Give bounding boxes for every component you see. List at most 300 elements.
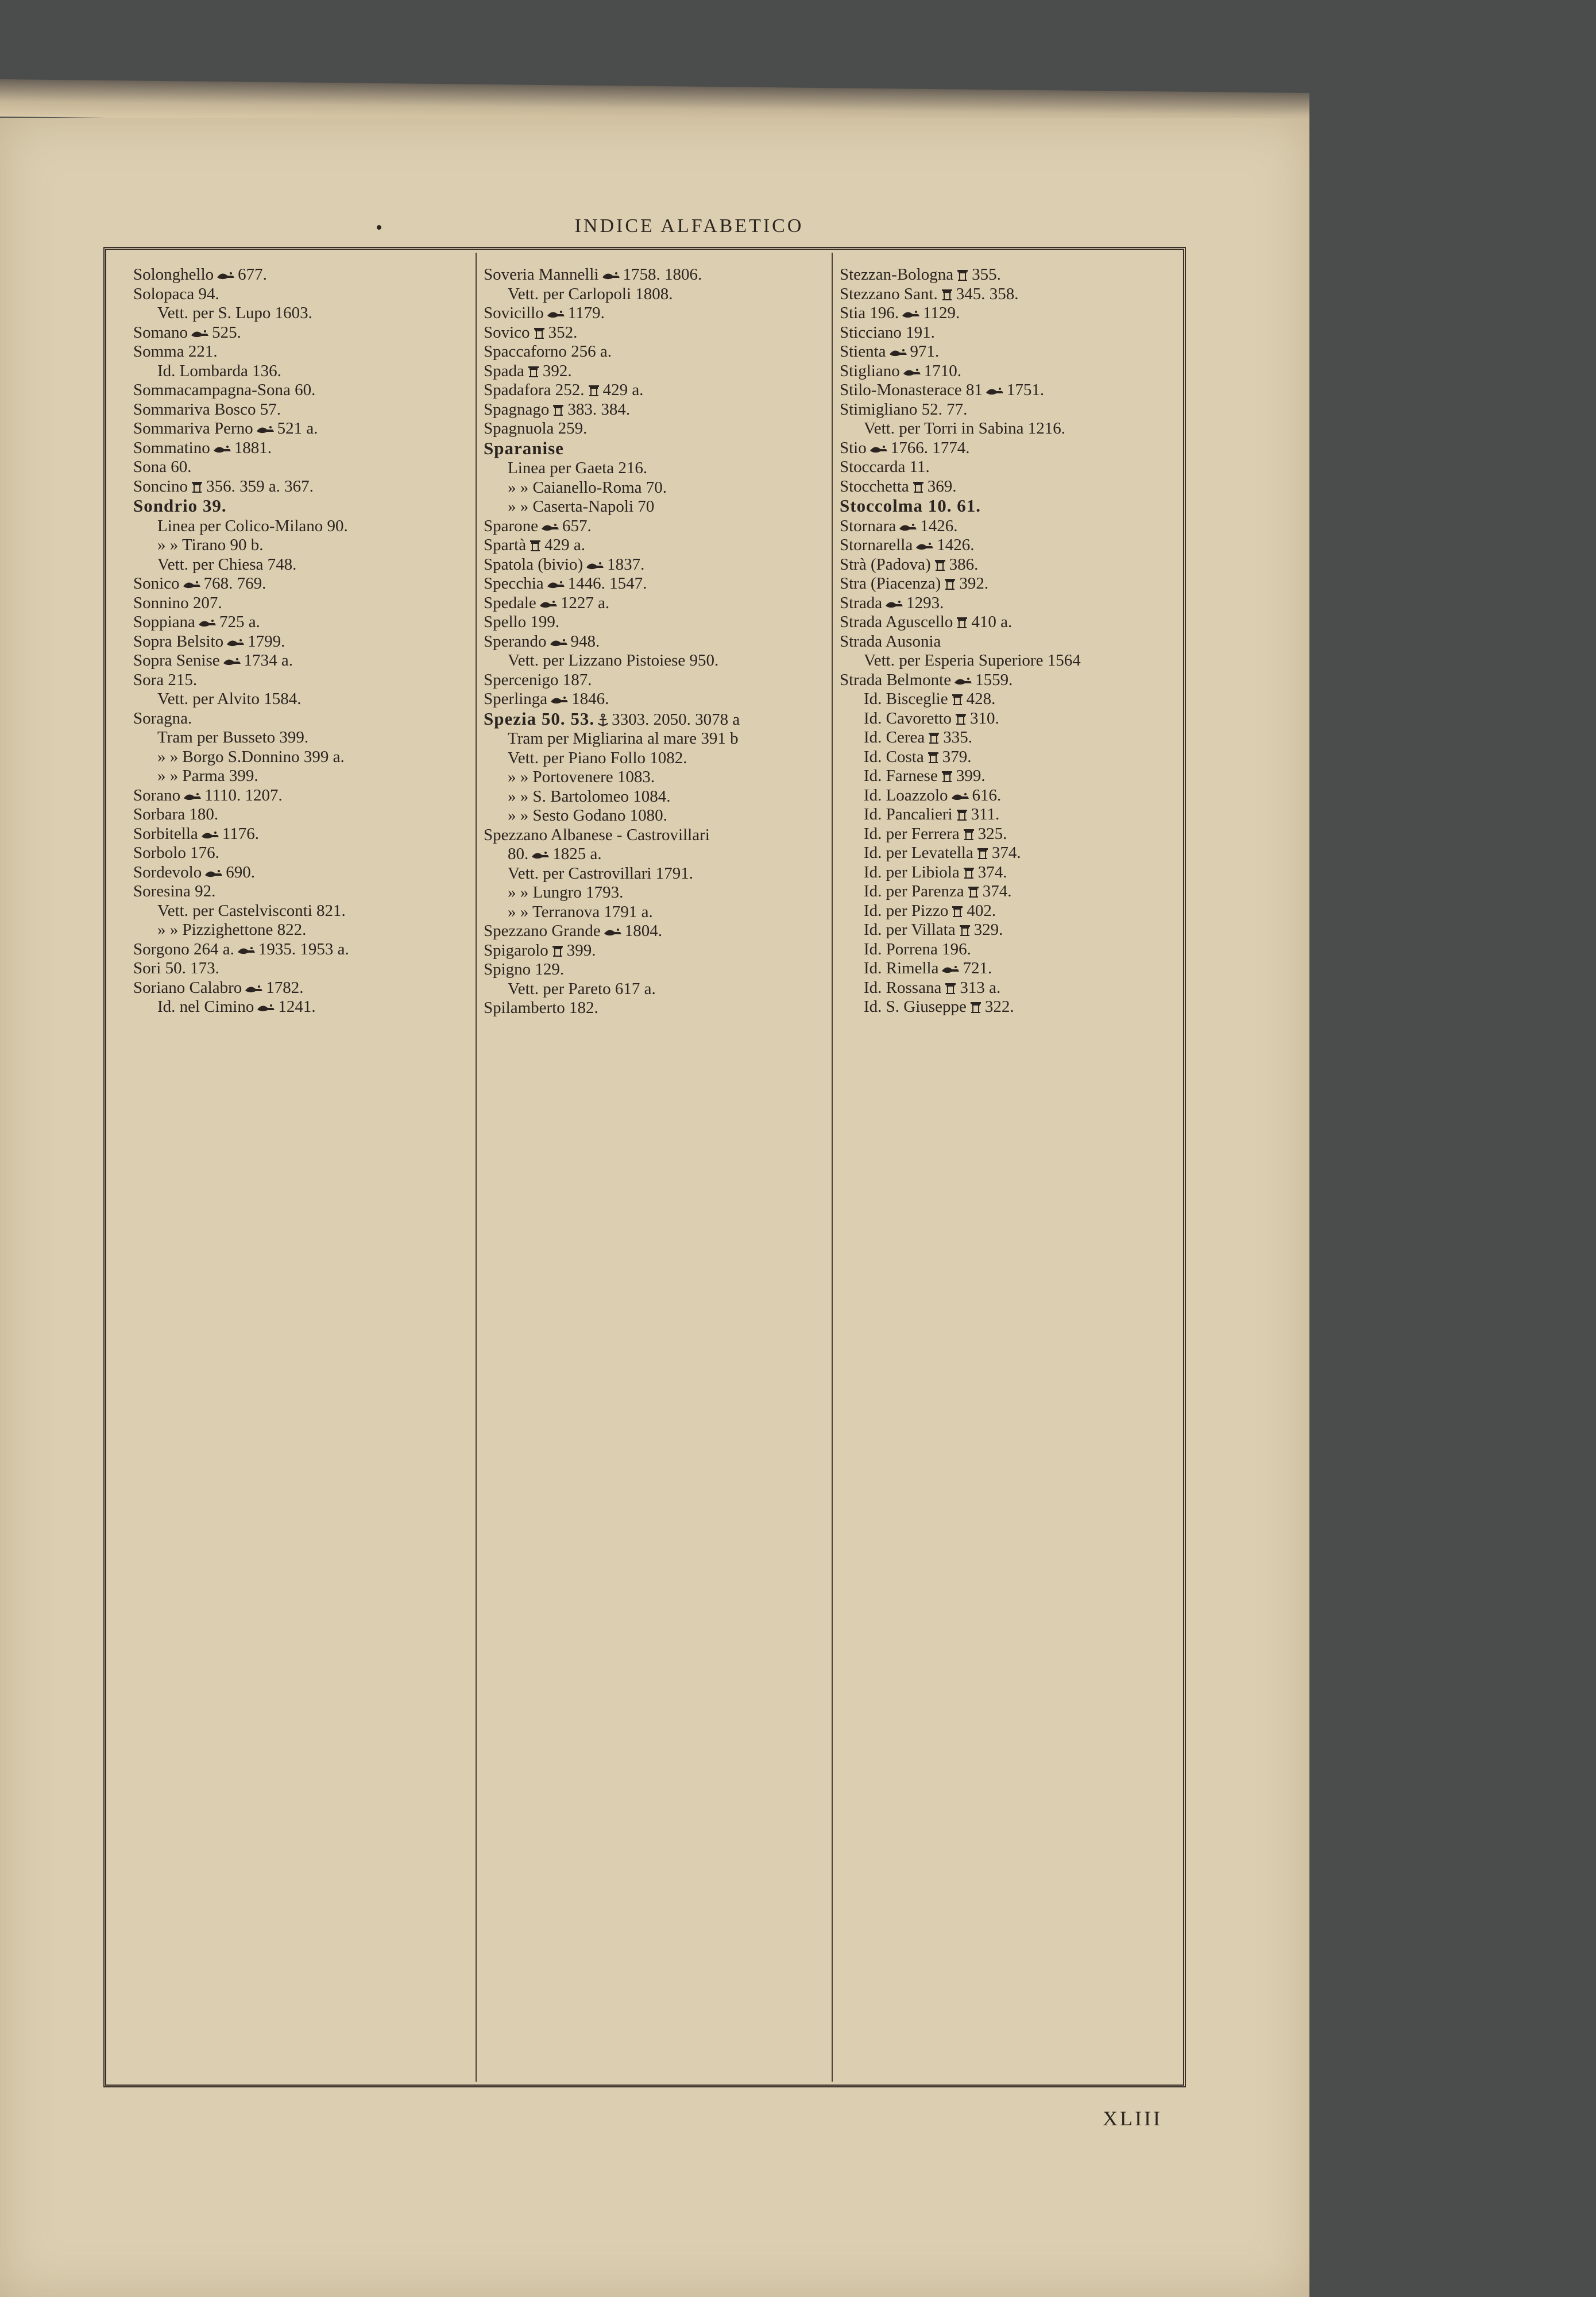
- entry-label: Id. Lombarda 136.: [157, 361, 281, 380]
- tram-icon: [911, 481, 925, 494]
- entry-label: Soppiana: [133, 613, 195, 631]
- entry-label: Stimigliano 52. 77.: [840, 400, 968, 419]
- index-column-2: [484, 265, 834, 2074]
- entry-label: » » Lungro 1793.: [508, 883, 624, 902]
- index-entry: [133, 786, 484, 806]
- index-entry: [840, 728, 1184, 748]
- train-icon: [244, 984, 264, 994]
- train-icon: [183, 791, 202, 802]
- train-icon: [953, 676, 973, 686]
- index-entry: [840, 805, 1184, 825]
- index-entry: [840, 323, 1184, 343]
- entry-label: Strada: [840, 593, 883, 612]
- entry-refs: 428.: [966, 690, 996, 708]
- entry-label: Id. per Levatella: [864, 844, 973, 862]
- entry-label: Sorano: [133, 786, 181, 805]
- entry-label: Soriano Calabro: [133, 978, 242, 997]
- entry-label: Spilamberto 182.: [484, 999, 598, 1017]
- index-entry: [484, 709, 834, 730]
- entry-refs: 657.: [562, 516, 592, 535]
- index-entry: [133, 979, 484, 998]
- entry-refs: 721.: [963, 959, 992, 977]
- index-entry: [840, 555, 1184, 575]
- entry-label: » » Caianello-Roma 70.: [508, 478, 667, 497]
- train-icon: [539, 599, 558, 609]
- entry-refs: 1782.: [266, 978, 304, 997]
- tram-icon: [933, 559, 947, 573]
- index-entry: [840, 786, 1184, 806]
- index-entry: [840, 613, 1184, 632]
- entry-label: Sovico: [484, 323, 530, 342]
- train-icon: [190, 328, 210, 339]
- entry-refs: 616.: [972, 786, 1002, 805]
- entry-label: Strà (Padova): [840, 555, 931, 574]
- index-entry: [133, 496, 484, 517]
- entry-label: » » Parma 399.: [157, 767, 258, 785]
- entry-label: Sommatino: [133, 438, 210, 457]
- entry-label: » » Caserta-Napoli 70: [508, 497, 655, 516]
- index-entry: [484, 497, 834, 517]
- index-entry: [484, 265, 834, 285]
- entry-label: Sorbara 180.: [133, 805, 219, 823]
- entry-refs: 392.: [959, 574, 989, 593]
- index-entry: [840, 863, 1184, 883]
- index-entry: [133, 555, 484, 575]
- entry-label: Stienta: [840, 342, 886, 361]
- index-entry: [484, 651, 834, 671]
- entry-label: Stoccarda 11.: [840, 458, 930, 476]
- index-entry: [133, 574, 484, 594]
- index-entry: [133, 613, 484, 632]
- train-icon: [182, 579, 202, 590]
- entry-label: Id. per Libiola: [864, 863, 960, 881]
- index-entry: [484, 323, 834, 343]
- entry-label: Spagnuola 259.: [484, 419, 588, 438]
- index-entry: [840, 594, 1184, 613]
- entry-label: Sommariva Perno: [133, 419, 253, 438]
- entry-label: Vett. per Castelvisconti 821.: [157, 901, 346, 920]
- entry-label: Stra (Piacenza): [840, 574, 941, 593]
- index-entry: [484, 845, 834, 864]
- index-entry: [133, 632, 484, 652]
- train-icon: [601, 270, 621, 281]
- entry-label: Spigarolo: [484, 941, 548, 960]
- entry-label: Vett. per Pareto 617 a.: [508, 979, 656, 998]
- index-entry: [133, 594, 484, 613]
- train-icon: [222, 656, 242, 667]
- entry-label: Id. Costa: [864, 747, 924, 766]
- train-icon: [549, 637, 569, 648]
- index-entry: [133, 690, 484, 709]
- train-icon: [540, 522, 560, 532]
- entry-label: Id. Bisceglie: [864, 690, 948, 708]
- train-icon: [585, 560, 605, 571]
- entry-label: Spello 199.: [484, 613, 560, 631]
- index-entry: [133, 728, 484, 748]
- entry-refs: 1804.: [624, 922, 662, 940]
- index-entry: [133, 265, 484, 285]
- index-entry: [484, 941, 834, 961]
- entry-label: Solopaca 94.: [133, 284, 219, 303]
- entry-label: Spezia 50. 53.: [484, 709, 595, 729]
- entry-label: Stezzan-Bologna: [840, 265, 954, 284]
- train-icon: [869, 444, 888, 454]
- entry-refs: 1837.: [607, 555, 645, 574]
- entry-label: » » Borgo S.Donnino 399 a.: [157, 747, 345, 766]
- entry-refs: 1426.: [937, 536, 975, 554]
- entry-refs: 1293.: [906, 593, 944, 612]
- entry-label: Sondrio 39.: [133, 496, 227, 516]
- index-entry: [133, 767, 484, 786]
- train-icon: [226, 637, 245, 648]
- entry-refs: 1446. 1547.: [567, 574, 647, 593]
- entry-label: Id. Cavoretto: [864, 709, 952, 728]
- entry-label: Id. per Ferrera: [864, 824, 960, 843]
- index-entry: [484, 362, 834, 381]
- index-entry: [133, 844, 484, 863]
- entry-label: Id. Pancalieri: [864, 805, 953, 823]
- entry-refs: 1751.: [1006, 381, 1045, 399]
- entry-refs: 392.: [542, 361, 572, 380]
- ink-dot: [377, 225, 381, 230]
- entry-refs: 356. 359 a. 367.: [206, 477, 314, 496]
- tram-icon: [944, 982, 957, 996]
- index-entry: [840, 940, 1184, 960]
- entry-label: Vett. per Esperia Superiore 1564: [864, 651, 1081, 670]
- index-entry: [133, 940, 484, 960]
- index-entry: [484, 749, 834, 768]
- entry-refs: 1846.: [571, 690, 609, 708]
- index-entry: [133, 651, 484, 671]
- train-icon: [531, 850, 550, 860]
- entry-label: Id. per Pizzo: [864, 901, 949, 920]
- entry-refs: 1559.: [975, 670, 1013, 689]
- entry-label: Spezzano Grande: [484, 922, 601, 940]
- entry-label: Sticciano 191.: [840, 323, 935, 342]
- tram-icon: [967, 885, 980, 899]
- entry-refs: 1110. 1207.: [204, 786, 283, 805]
- index-entry: [484, 439, 834, 459]
- tram-icon: [528, 539, 542, 553]
- index-entry: [133, 477, 484, 497]
- index-entry: [133, 362, 484, 381]
- index-entry: [840, 496, 1184, 517]
- tram-icon: [926, 751, 940, 765]
- index-entry: [133, 323, 484, 343]
- index-entry: [484, 555, 834, 575]
- index-entry: [840, 844, 1184, 863]
- entry-label: Spercenigo 187.: [484, 670, 592, 689]
- tram-icon: [527, 365, 540, 379]
- index-entry: [484, 594, 834, 613]
- entry-refs: 374.: [982, 882, 1012, 900]
- index-entry: [840, 517, 1184, 536]
- entry-refs: 971.: [910, 342, 940, 361]
- index-entry: [484, 419, 834, 439]
- index-entry: [840, 419, 1184, 439]
- train-icon: [546, 309, 566, 319]
- tram-icon: [927, 732, 941, 745]
- entry-refs: 402.: [967, 901, 996, 920]
- entry-label: Vett. per S. Lupo 1603.: [157, 304, 312, 322]
- index-entry: [484, 806, 834, 826]
- entry-label: 80.: [508, 845, 529, 863]
- index-entry: [840, 574, 1184, 594]
- tram-icon: [190, 481, 204, 494]
- entry-refs: 1129.: [923, 304, 960, 322]
- entry-refs: 399.: [956, 767, 986, 785]
- entry-refs: 1766. 1774.: [890, 438, 970, 457]
- index-entry: [840, 304, 1184, 323]
- entry-label: Stocchetta: [840, 477, 909, 496]
- index-entry: [840, 882, 1184, 902]
- index-entry: [484, 787, 834, 807]
- entry-label: Spatola (bivio): [484, 555, 583, 574]
- entry-refs: 1176.: [222, 824, 259, 843]
- index-entry: [840, 651, 1184, 671]
- entry-label: » » S. Bartolomeo 1084.: [508, 787, 671, 806]
- entry-label: Id. Cerea: [864, 728, 925, 747]
- train-icon: [603, 927, 623, 937]
- index-entry: [484, 768, 834, 787]
- index-entry: [840, 400, 1184, 420]
- tram-icon: [532, 327, 546, 341]
- entry-refs: 345. 358.: [956, 284, 1019, 303]
- entry-label: Strada Ausonia: [840, 632, 941, 651]
- index-entry: [840, 748, 1184, 767]
- entry-label: Spezzano Albanese - Castrovillari: [484, 825, 710, 844]
- entry-label: Sommacampagna-Sona 60.: [133, 381, 316, 399]
- entry-refs: 690.: [226, 863, 255, 881]
- entry-refs: 1825 a.: [552, 845, 602, 863]
- entry-label: » » Terranova 1791 a.: [508, 902, 653, 921]
- entry-label: Somano: [133, 323, 188, 342]
- index-column-1: [133, 265, 484, 2074]
- index-entry: [133, 536, 484, 555]
- entry-refs: 725 a.: [219, 613, 260, 631]
- entry-refs: 352.: [548, 323, 578, 342]
- entry-label: Sona 60.: [133, 458, 192, 476]
- entry-label: » » Sesto Godano 1080.: [508, 806, 667, 825]
- tram-icon: [551, 945, 565, 958]
- entry-label: Soveria Mannelli: [484, 265, 599, 284]
- train-icon: [941, 964, 960, 975]
- index-entry: [133, 400, 484, 420]
- entry-label: Soresina 92.: [133, 882, 216, 900]
- tram-icon: [955, 809, 969, 822]
- index-entry: [484, 459, 834, 478]
- entry-refs: 374.: [977, 863, 1007, 881]
- index-entry: [133, 458, 484, 477]
- entry-label: Spartà: [484, 536, 527, 554]
- index-entry: [133, 709, 484, 729]
- tram-icon: [940, 770, 954, 784]
- index-entry: [840, 439, 1184, 458]
- entry-label: » » Tirano 90 b.: [157, 536, 264, 554]
- index-entry: [484, 381, 834, 400]
- index-entry: [840, 709, 1184, 729]
- entry-label: Vett. per Castrovillari 1791.: [508, 864, 693, 883]
- index-entry: [840, 959, 1184, 979]
- entry-label: Specchia: [484, 574, 544, 593]
- index-entry: [133, 439, 484, 458]
- entry-refs: 948.: [570, 632, 600, 651]
- entry-label: Soragna.: [133, 709, 192, 728]
- entry-label: Id. per Parenza: [864, 882, 964, 900]
- train-icon: [216, 270, 235, 281]
- tram-icon: [587, 384, 601, 398]
- index-entry: [484, 729, 834, 749]
- entry-label: Sovicillo: [484, 304, 544, 322]
- index-entry: [133, 902, 484, 921]
- train-icon: [985, 386, 1004, 396]
- index-entry: [484, 826, 834, 845]
- entry-refs: 521 a.: [277, 419, 318, 438]
- train-icon: [915, 541, 934, 551]
- index-entry: [484, 400, 834, 420]
- tram-icon: [969, 1001, 983, 1015]
- entry-label: Id. Rimella: [864, 959, 939, 977]
- entry-refs: 1179.: [567, 304, 605, 322]
- entry-refs: 1710.: [923, 361, 961, 380]
- entry-label: Sparone: [484, 516, 539, 535]
- page-header: INDICE ALFABETICO: [574, 215, 804, 237]
- entry-label: Vett. per Carlopoli 1808.: [508, 284, 673, 303]
- index-entry: [840, 265, 1184, 285]
- entry-label: Linea per Colico-Milano 90.: [157, 516, 348, 535]
- index-entry: [840, 902, 1184, 921]
- index-entry: [484, 980, 834, 999]
- index-entry: [840, 632, 1184, 652]
- tram-icon: [954, 713, 968, 726]
- entry-label: Spigno 129.: [484, 960, 565, 979]
- index-entry: [133, 285, 484, 304]
- entry-label: Sordevolo: [133, 863, 202, 881]
- index-entry: [484, 883, 834, 903]
- entry-label: Somma 221.: [133, 342, 218, 361]
- entry-label: Tram per Migliarina al mare 391 b: [508, 729, 739, 748]
- entry-label: Vett. per Lizzano Pistoiese 950.: [508, 651, 719, 670]
- train-icon: [237, 945, 256, 956]
- entry-label: Sorgono 264 a.: [133, 939, 234, 958]
- train-icon: [898, 522, 918, 532]
- entry-label: Stio: [840, 438, 867, 457]
- index-entry: [484, 536, 834, 555]
- entry-label: Stigliano: [840, 361, 900, 380]
- index-entry: [133, 671, 484, 690]
- entry-refs: 3303. 2050. 3078 a: [612, 710, 740, 729]
- train-icon: [198, 618, 217, 628]
- train-icon: [888, 347, 908, 358]
- entry-refs: 1799.: [248, 632, 285, 651]
- entry-label: Solonghello: [133, 265, 214, 284]
- index-entry: [840, 767, 1184, 786]
- tram-icon: [955, 616, 969, 630]
- index-entry: [484, 613, 834, 632]
- index-entry: [484, 574, 834, 594]
- entry-label: Id. nel Cimino: [157, 997, 254, 1016]
- index-column-3: [840, 265, 1184, 2074]
- index-entry: [484, 922, 834, 941]
- entry-refs: 379.: [942, 747, 972, 766]
- entry-refs: 399.: [566, 941, 596, 960]
- entry-refs: 429 a.: [544, 536, 585, 554]
- train-icon: [212, 444, 232, 454]
- entry-label: Sperando: [484, 632, 547, 651]
- index-entry: [484, 690, 834, 709]
- train-icon: [884, 599, 904, 609]
- entry-label: » » Portovenere 1083.: [508, 768, 655, 786]
- entry-label: Sori 50. 173.: [133, 959, 219, 977]
- entry-refs: 355.: [972, 265, 1001, 284]
- entry-label: Vett. per Alvito 1584.: [157, 690, 302, 708]
- index-entry: [840, 921, 1184, 940]
- tram-icon: [962, 828, 976, 842]
- tram-icon: [962, 867, 976, 880]
- index-entry: [484, 517, 834, 536]
- index-entry: [484, 903, 834, 922]
- entry-refs: 1881.: [234, 438, 272, 457]
- entry-label: Spadafora 252.: [484, 381, 585, 399]
- tram-icon: [943, 578, 957, 591]
- index-entry: [133, 921, 484, 940]
- index-entry: [484, 304, 834, 323]
- tram-icon: [958, 924, 972, 938]
- index-entry: [484, 999, 834, 1018]
- index-entry: [133, 882, 484, 902]
- entry-refs: 1734 a.: [244, 651, 293, 670]
- entry-label: » » Pizzighettone 822.: [157, 921, 307, 939]
- index-entry: [133, 304, 484, 323]
- entry-label: Sonnino 207.: [133, 593, 222, 612]
- index-entry: [840, 671, 1184, 690]
- entry-refs: 1758. 1806.: [623, 265, 702, 284]
- train-icon: [256, 424, 275, 435]
- entry-label: Stoccolma 10. 61.: [840, 496, 981, 516]
- index-entry: [133, 342, 484, 362]
- index-entry: [840, 342, 1184, 362]
- entry-label: Stornara: [840, 516, 896, 535]
- index-entry: [484, 960, 834, 980]
- entry-label: Id. Porrena 196.: [864, 939, 971, 958]
- index-entry: [840, 997, 1184, 1017]
- index-entry: [484, 632, 834, 652]
- index-entry: [484, 478, 834, 498]
- train-icon: [902, 367, 922, 377]
- entry-refs: 677.: [238, 265, 267, 284]
- entry-label: Sperlinga: [484, 690, 548, 708]
- entry-refs: 335.: [943, 728, 973, 747]
- entry-refs: 429 a.: [602, 381, 644, 399]
- index-entry: [840, 536, 1184, 555]
- tram-icon: [950, 693, 964, 707]
- entry-label: Sorbolo 176.: [133, 844, 219, 862]
- index-entry: [484, 342, 834, 362]
- entry-refs: 322.: [984, 997, 1014, 1016]
- index-entry: [840, 979, 1184, 998]
- entry-label: Vett. per Piano Follo 1082.: [508, 748, 687, 767]
- index-entry: [484, 864, 834, 884]
- entry-label: Id. S. Giuseppe: [864, 997, 967, 1016]
- index-entry: [133, 517, 484, 536]
- index-entry: [840, 458, 1184, 477]
- index-entry: [133, 997, 484, 1017]
- entry-refs: 410 a.: [971, 613, 1013, 631]
- entry-refs: 329.: [973, 921, 1003, 939]
- index-entry: [133, 748, 484, 767]
- entry-refs: 386.: [949, 555, 979, 574]
- index-entry: [133, 805, 484, 825]
